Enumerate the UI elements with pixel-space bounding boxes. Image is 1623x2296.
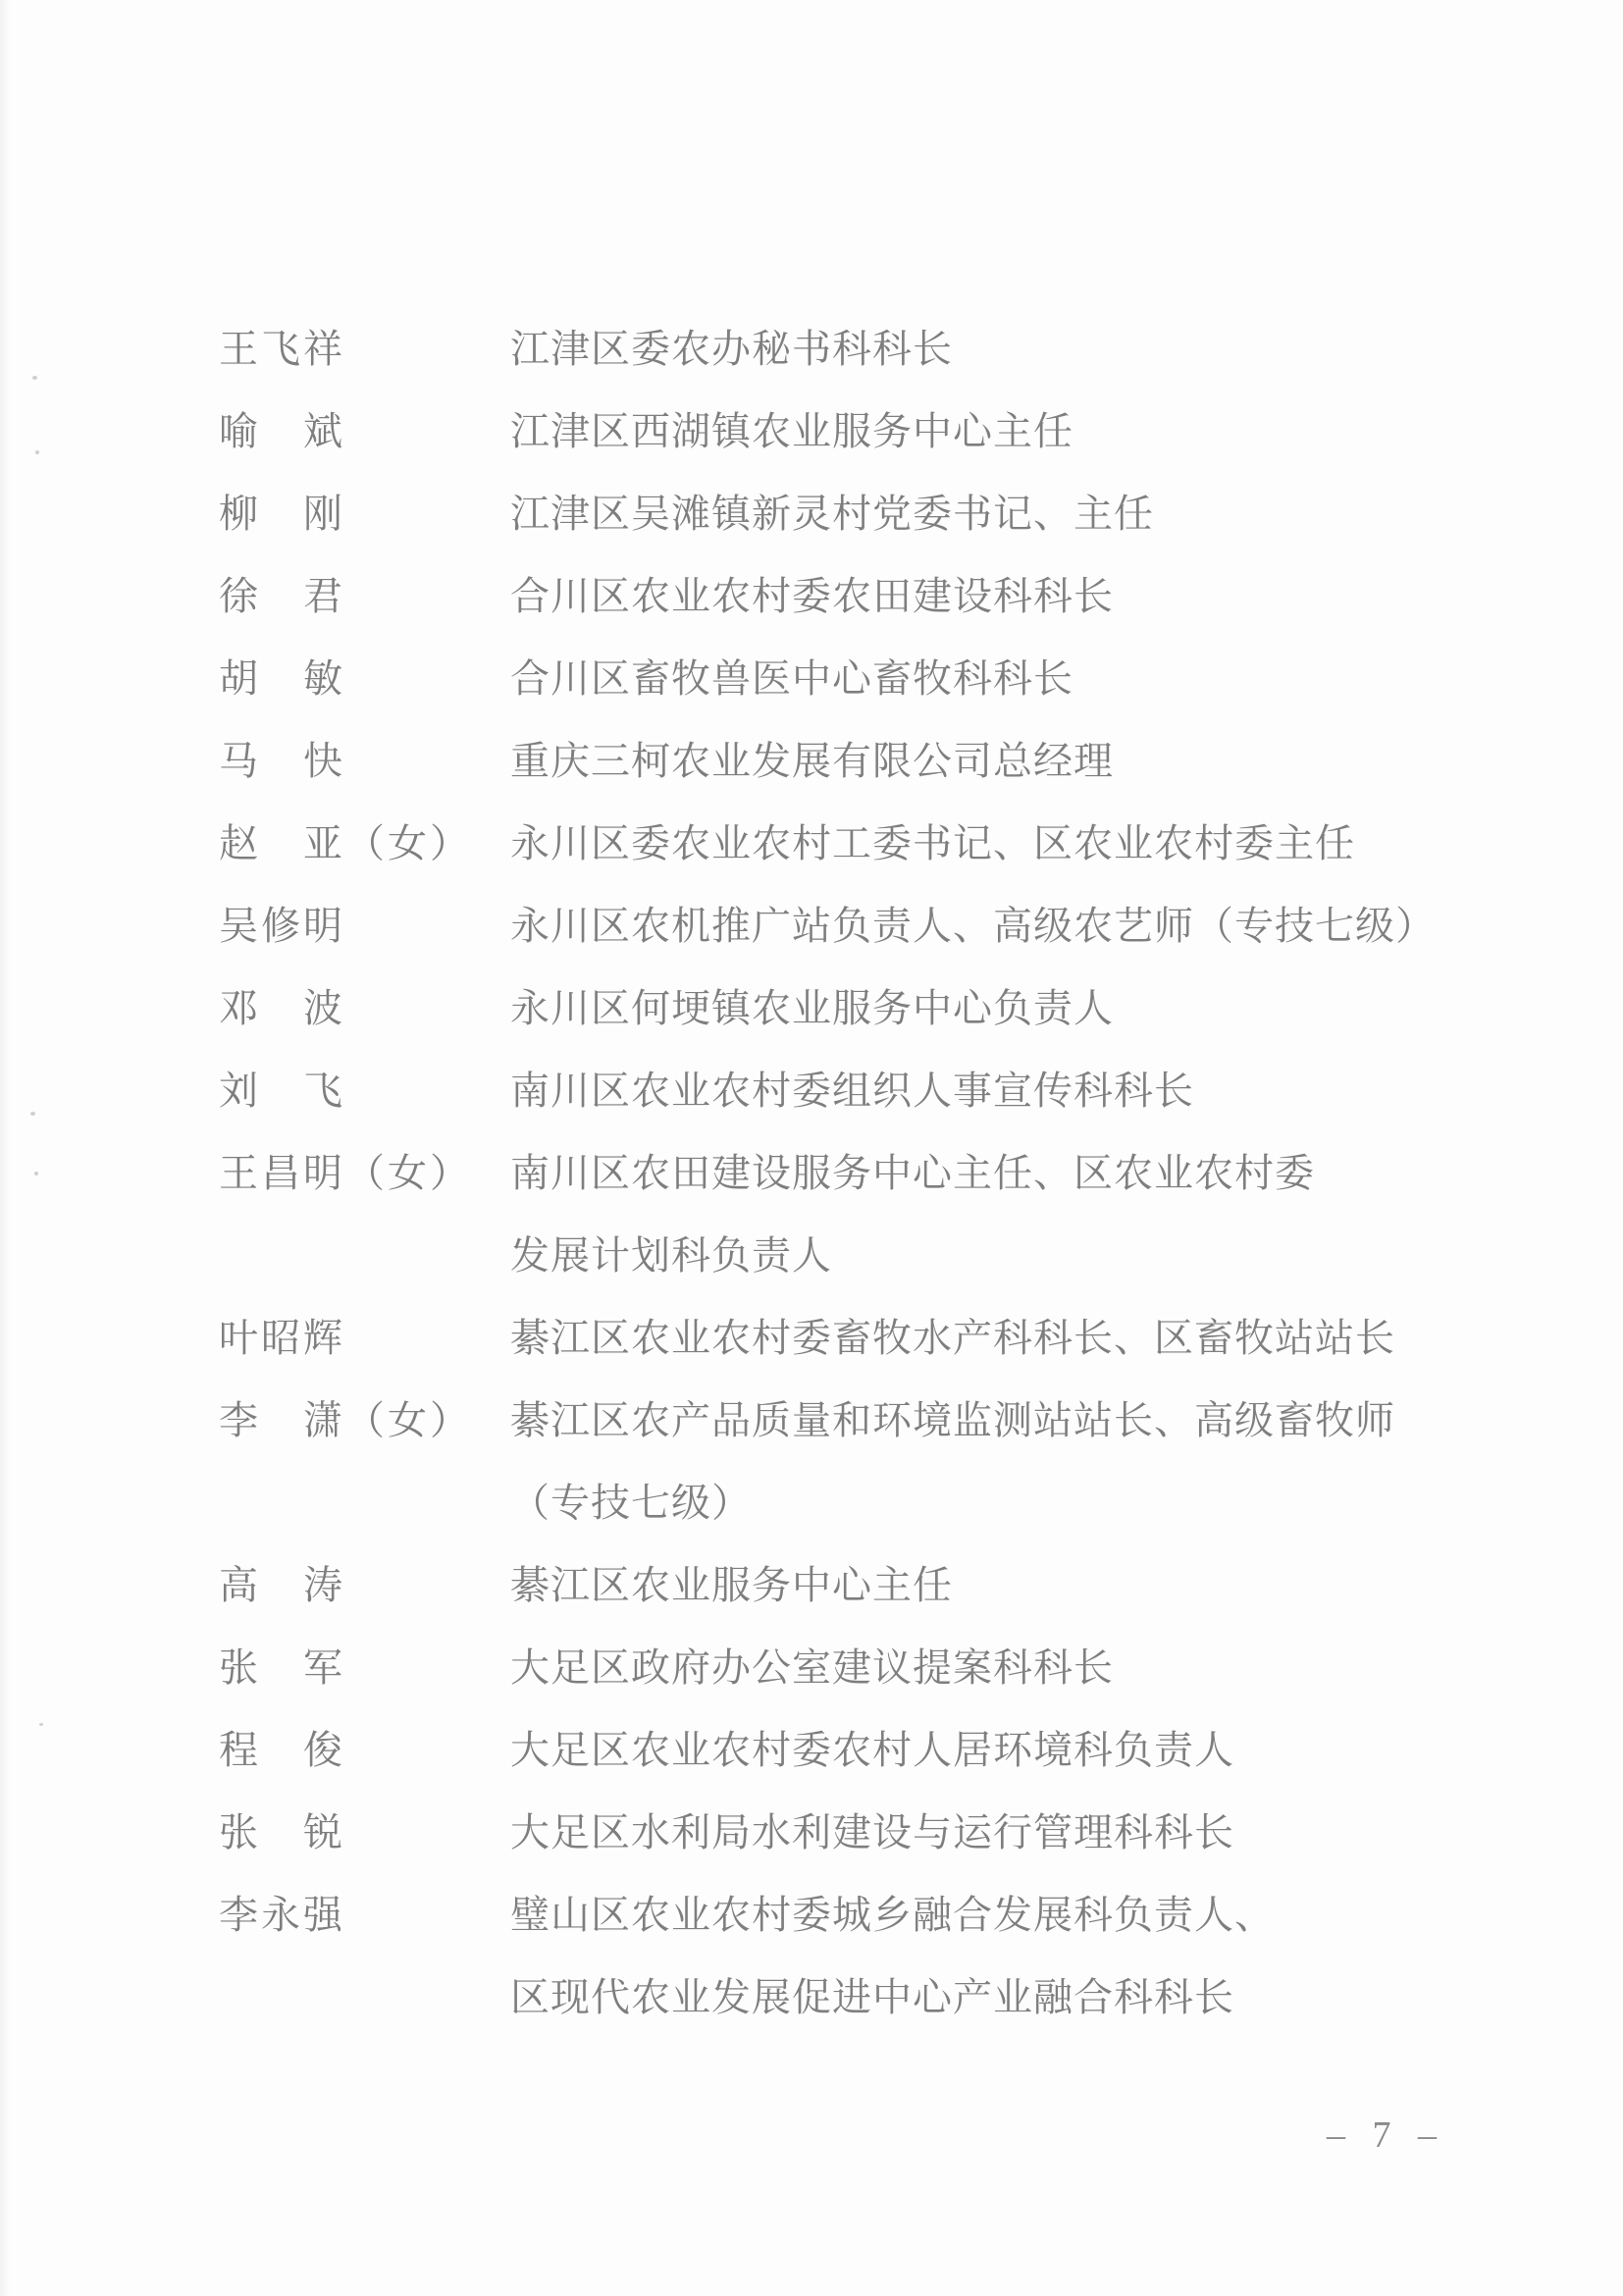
person-titles [510, 638, 1623, 720]
roster-entry [0, 1874, 1623, 2039]
person-title-line: 重庆三柯农业发展有限公司总经理 [510, 739, 1114, 783]
person-name: 喻 斌 [219, 409, 345, 453]
person-name: 赵 亚（女） [219, 821, 472, 865]
person-titles [510, 308, 1623, 391]
person-name: 马 快 [219, 739, 345, 783]
person-name: 李永强 [219, 1893, 345, 1937]
person-name: 张 军 [219, 1645, 345, 1690]
person-titles [510, 967, 1623, 1050]
person-name: 李 潇（女） [219, 1398, 472, 1442]
roster-entry [0, 1627, 1623, 1709]
person-titles [510, 803, 1623, 885]
person-name: 胡 敏 [219, 656, 345, 701]
person-titles [510, 1709, 1623, 1792]
page-number: – 7 – [1327, 2114, 1445, 2156]
person-title-line: 南川区农田建设服务中心主任、区农业农村委 [510, 1151, 1315, 1195]
person-name: 高 涛 [219, 1563, 345, 1607]
roster-entry [0, 1792, 1623, 1874]
person-title-line: 南川区农业农村委组织人事宣传科科长 [510, 1069, 1194, 1113]
person-title-line: 江津区吴滩镇新灵村党委书记、主任 [510, 492, 1154, 536]
roster-entry [0, 1544, 1623, 1627]
person-titles [510, 885, 1623, 967]
person-title-line: 大足区水利局水利建设与运行管理科科长 [510, 1810, 1234, 1854]
person-name: 王飞祥 [219, 327, 345, 371]
roster-entry [0, 555, 1623, 638]
roster-entry [0, 473, 1623, 555]
roster-entry [0, 1297, 1623, 1380]
roster-entry [0, 803, 1623, 885]
person-titles [510, 1792, 1623, 1874]
person-title-line: 江津区委农办秘书科科长 [510, 327, 953, 371]
person-title-line: 江津区西湖镇农业服务中心主任 [510, 409, 1073, 453]
person-titles [510, 391, 1623, 473]
roster-entry [0, 720, 1623, 803]
person-title-line: 大足区政府办公室建议提案科科长 [510, 1645, 1114, 1690]
person-titles [510, 1380, 1623, 1544]
person-name: 柳 刚 [219, 492, 345, 536]
person-title-line: 合川区农业农村委农田建设科科长 [510, 574, 1114, 618]
roster-entry [0, 638, 1623, 720]
roster-entry [0, 1132, 1623, 1297]
person-titles [510, 1132, 1623, 1297]
person-title-line: 永川区农机推广站负责人、高级农艺师（专技七级） [510, 904, 1436, 948]
person-title-line: 区现代农业发展促进中心产业融合科科长 [510, 1975, 1234, 2019]
person-titles [510, 1544, 1623, 1627]
person-titles [510, 720, 1623, 803]
roster-list [0, 308, 1623, 2039]
roster-entry [0, 967, 1623, 1050]
person-title-line: 綦江区农产品质量和环境监测站站长、高级畜牧师 [510, 1398, 1395, 1442]
roster-entry [0, 1380, 1623, 1544]
person-name: 张 锐 [219, 1810, 345, 1854]
person-name: 刘 飞 [219, 1069, 345, 1113]
person-title-line: 璧山区农业农村委城乡融合发展科负责人、 [510, 1893, 1275, 1937]
person-title-line: 合川区畜牧兽医中心畜牧科科长 [510, 656, 1073, 701]
roster-entry [0, 885, 1623, 967]
person-title-line: 綦江区农业农村委畜牧水产科科长、区畜牧站站长 [510, 1316, 1395, 1360]
roster-entry [0, 1050, 1623, 1132]
person-titles [510, 555, 1623, 638]
person-name: 徐 君 [219, 574, 345, 618]
person-title-line: 永川区何埂镇农业服务中心负责人 [510, 986, 1114, 1030]
person-name: 邓 波 [219, 986, 345, 1030]
person-title-line: 大足区农业农村委农村人居环境科负责人 [510, 1728, 1234, 1772]
roster-entry [0, 308, 1623, 391]
person-title-line: 发展计划科负责人 [510, 1233, 832, 1278]
person-name: 王昌明（女） [219, 1151, 472, 1195]
person-title-line: 綦江区农业服务中心主任 [510, 1563, 953, 1607]
person-title-line: 永川区委农业农村工委书记、区农业农村委主任 [510, 821, 1355, 865]
person-titles [510, 1297, 1623, 1380]
roster-entry [0, 1709, 1623, 1792]
person-titles [510, 1050, 1623, 1132]
person-name: 吴修明 [219, 904, 345, 948]
person-name: 程 俊 [219, 1728, 345, 1772]
roster-entry [0, 391, 1623, 473]
person-titles [510, 1627, 1623, 1709]
person-titles [510, 473, 1623, 555]
person-title-line: （专技七级） [510, 1481, 752, 1525]
person-name: 叶昭辉 [219, 1316, 345, 1360]
person-titles [510, 1874, 1623, 2039]
